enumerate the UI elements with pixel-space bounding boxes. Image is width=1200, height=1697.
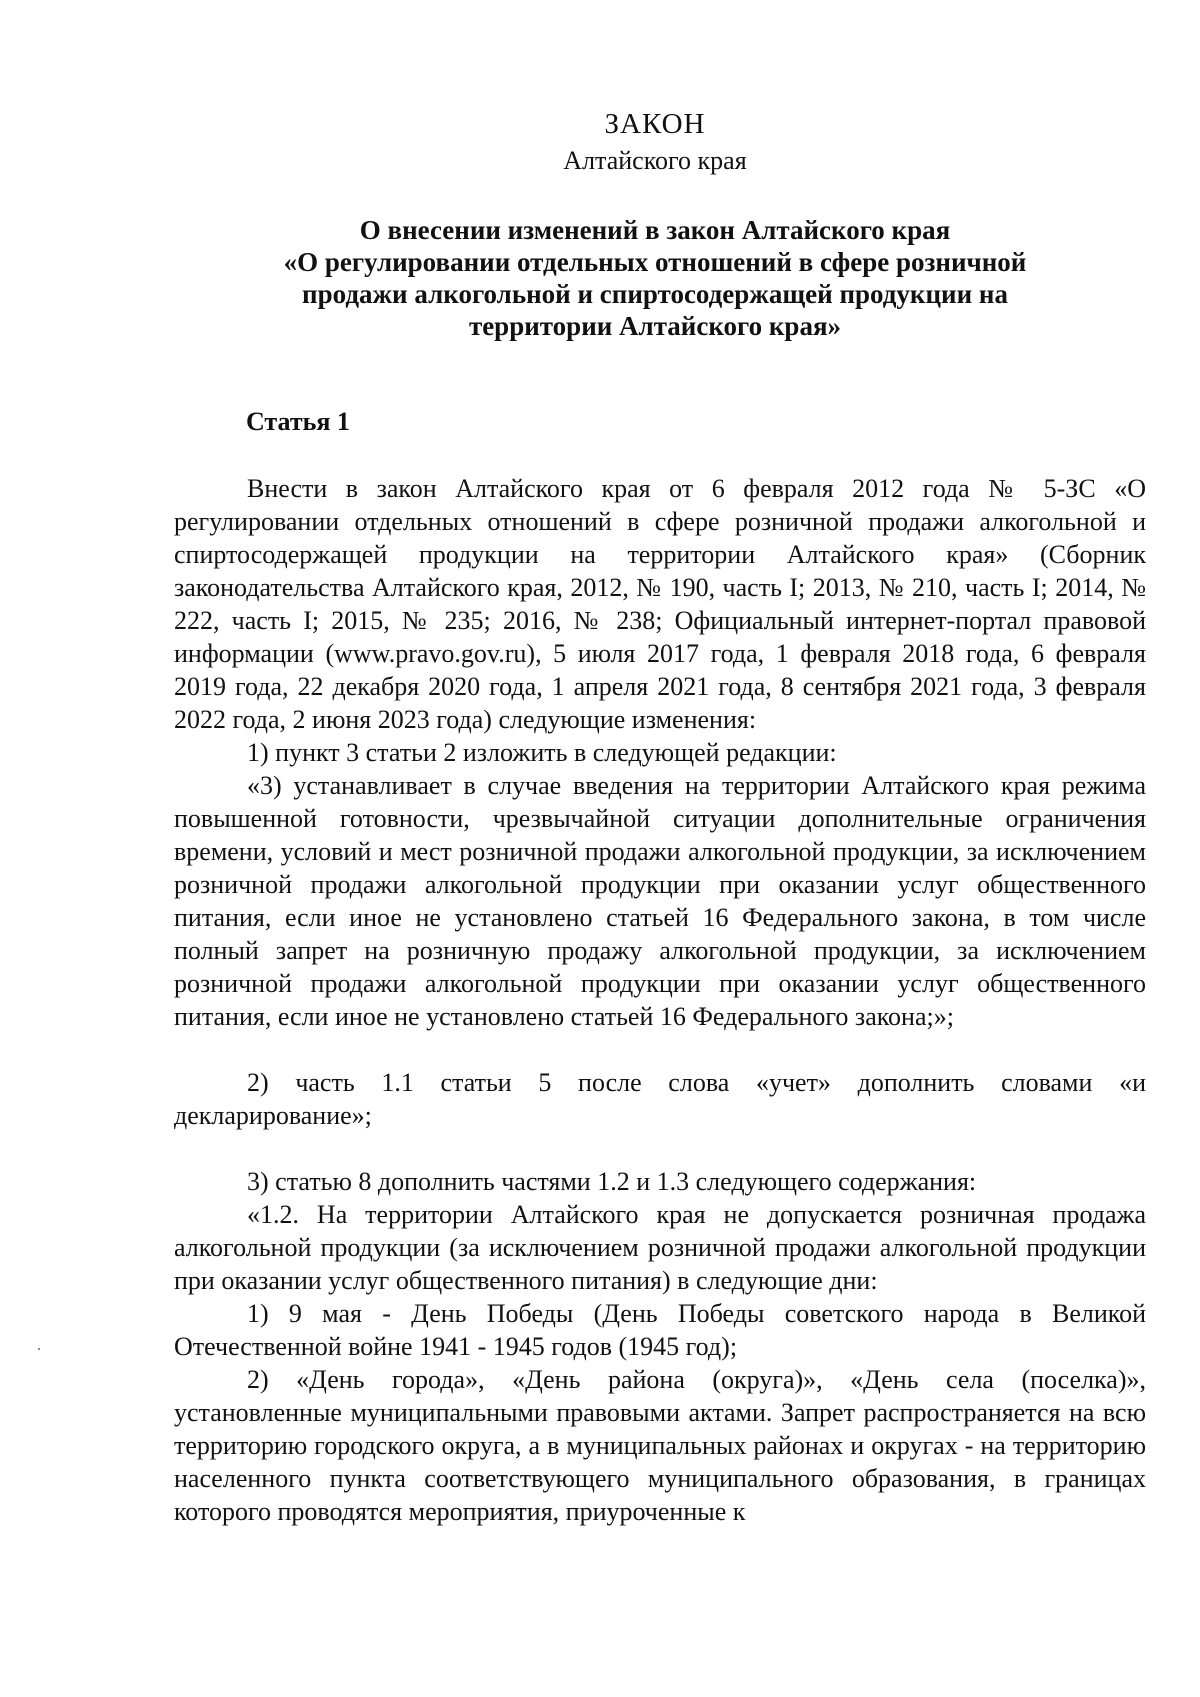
paragraph-quote-3: «3) устанавливает в случае введения на территории Алтайского края режима повышенной готовности, чрезвычайной ситуации дополнительные ограничения времени, условий и мест розничной продажи алкогольной продукции, за исключением розничной продажи алкогольной продукции при оказании услуг общественного питания, если иное не установлено статьей 16 Федерального закона, в том числе полный запрет на розничную продажу алкогольной продукции, за исключением розничной продажи алкогольной продукции при оказании услуг общественного питания, если иное не установлено статьей 16 Федерального закона;»; — [174, 771, 1146, 1031]
title-line: «О регулировании отдельных отношений в сфере розничной — [283, 247, 1027, 277]
paragraph-subitem-2: 2) «День города», «День района (округа)», «День села (поселка)», установленные муниципальными правовыми актами. Запрет распространяется на всю территорию городского округа, а в муниципальных районах и округах - на территорию населенного пункта соответствующего муниципального образования, в границах которого проводятся мероприятия, приуроченные к — [174, 1365, 1146, 1526]
paragraph-intro: Внести в закон Алтайского края от 6 февраля 2012 года № 5-ЗС «О регулировании отдельных отношений в сфере розничной продажи алкогольной и спиртосодержащей продукции на территории Алтайского края» (Сборник законодательства Алтайского края, 2012, № 190, часть I; 2013, № 210, часть I; 2014, № 222, часть I; 2015, № 235; 2016, № 238; Официальный интернет-портал правовой информации (www.pravo.gov.ru), 5 июля 2017 года, 1 февраля 2018 года, 6 февраля 2019 года, 22 декабря 2020 года, 1 апреля 2021 года, 8 сентября 2021 года, 3 февраля 2022 года, 2 июня 2023 года) следующие изменения: — [174, 474, 1146, 734]
paragraph-subitem-1: 1) 9 мая - День Победы (День Победы советского народа в Великой Отечественной войне 1941 - 1945 годов (1945 год); — [174, 1299, 1146, 1361]
title-line: продажи алкогольной и спиртосодержащей продукции на — [302, 279, 1008, 309]
scan-dot — [38, 1348, 40, 1350]
paragraph-item-1: 1) пункт 3 статьи 2 изложить в следующей редакции: — [247, 738, 837, 767]
document-title — [240, 214, 1070, 342]
article-heading: Статья 1 — [246, 407, 350, 436]
title-line: территории Алтайского края» — [468, 311, 842, 341]
paragraph-item-2: 2) часть 1.1 статьи 5 после слова «учет» дополнить словами «и декларирование»; — [174, 1068, 1146, 1130]
article-body — [174, 472, 1146, 1528]
document-type: ЗАКОН — [604, 108, 706, 140]
title-line: О внесении изменений в закон Алтайского края — [359, 215, 951, 245]
document-region: Алтайского края — [563, 146, 747, 175]
paragraph-item-3: 3) статью 8 дополнить частями 1.2 и 1.3 следующего содержания: — [247, 1167, 977, 1196]
paragraph-part-1-2: «1.2. На территории Алтайского края не допускается розничная продажа алкогольной продукции (за исключением розничной продажи алкогольной продукции при оказании услуг общественного питания) в следующие дни: — [174, 1200, 1146, 1295]
